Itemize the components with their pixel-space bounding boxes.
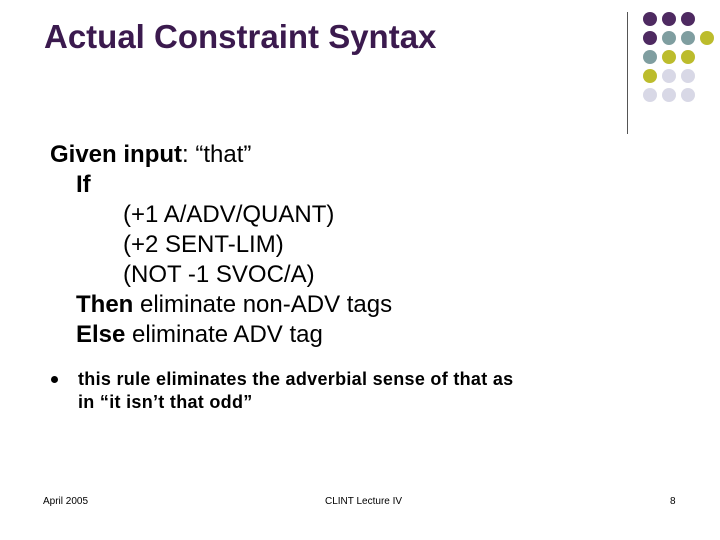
bullet-line-2: in “it isn’t that odd” bbox=[78, 392, 253, 412]
footer-page-number: 8 bbox=[670, 496, 676, 507]
condition-1: (+1 A/ADV/QUANT) bbox=[123, 201, 335, 228]
slide-body bbox=[50, 140, 392, 350]
decorative-dot bbox=[643, 31, 657, 45]
decorative-dot bbox=[643, 50, 657, 64]
given-value: : “that” bbox=[182, 141, 252, 168]
decorative-dot bbox=[681, 50, 695, 64]
decorative-dot bbox=[681, 88, 695, 102]
decorative-dot bbox=[681, 12, 695, 26]
bullet-icon bbox=[51, 376, 58, 383]
given-line bbox=[50, 140, 392, 170]
decorative-dot bbox=[643, 69, 657, 83]
else-line bbox=[50, 320, 392, 350]
decorative-dot bbox=[662, 31, 676, 45]
decorative-dot bbox=[681, 69, 695, 83]
decorative-dot bbox=[662, 88, 676, 102]
then-keyword: Then bbox=[76, 291, 134, 318]
then-action: eliminate non-ADV tags bbox=[133, 291, 393, 318]
footer-date: April 2005 bbox=[43, 496, 89, 507]
slide-title: Actual Constraint Syntax bbox=[44, 18, 437, 55]
bullet-line-1: this rule eliminates the adverbial sense of that as bbox=[78, 369, 514, 389]
footer-title: CLINT Lecture IV bbox=[325, 496, 403, 507]
decorative-dot bbox=[643, 88, 657, 102]
else-action: eliminate ADV tag bbox=[125, 321, 323, 348]
decorative-dot bbox=[662, 69, 676, 83]
decorative-dot bbox=[700, 31, 714, 45]
given-label: Given input bbox=[50, 141, 182, 168]
condition-3: (NOT -1 SVOC/A) bbox=[123, 261, 315, 288]
decorative-dot bbox=[643, 12, 657, 26]
if-keyword: If bbox=[76, 171, 91, 198]
decorative-dot bbox=[662, 12, 676, 26]
divider-line bbox=[627, 12, 628, 134]
decorative-dot bbox=[681, 31, 695, 45]
then-line bbox=[50, 290, 392, 320]
decorative-dot bbox=[662, 50, 676, 64]
condition-2: (+2 SENT-LIM) bbox=[123, 231, 284, 258]
bullet-text bbox=[78, 368, 513, 414]
else-keyword: Else bbox=[76, 321, 126, 348]
